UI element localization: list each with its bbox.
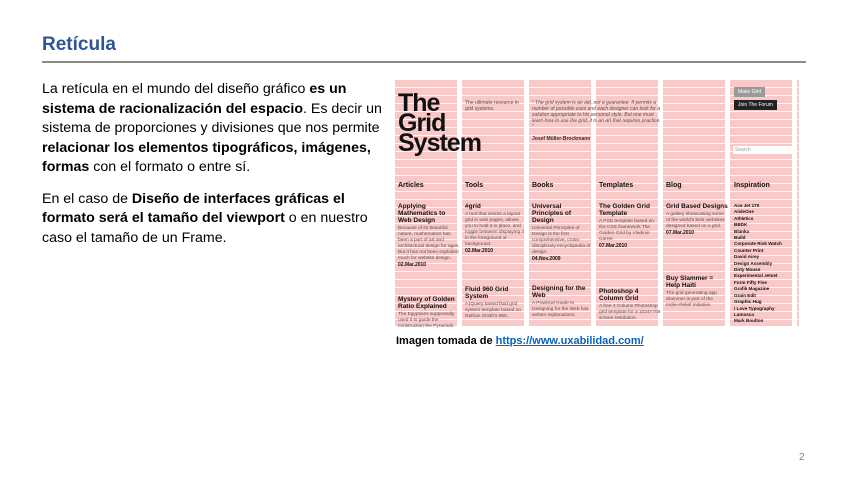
inspiration-item: Grain Edit <box>734 292 756 298</box>
article-description: The grid generating app Slammer is part of the Indie+Relief initiative. <box>666 291 717 308</box>
bold-run: Diseño de interfaces gráficas el formato será el tamaño del viewport <box>42 190 345 226</box>
article-title: Fluid 960 Grid System <box>465 286 509 300</box>
quote: " The grid system is an aid, not a guarantee. It permits a number of possible uses and each designer can look for a solution appropriate to his personal style. But one must learn how to use the grid; it is an art that requires practice. " <box>532 100 661 130</box>
page-number: 2 <box>799 452 805 463</box>
article-description: Universal Principles of Design is the first comprehensive, cross-disciplinary encyclopedia of design. <box>532 226 591 255</box>
inspiration-list <box>734 203 798 325</box>
article-title: Photoshop 4 Column Grid <box>599 288 639 302</box>
paragraph-definition <box>42 80 382 178</box>
bold-run: relacionar los elementos tipográficos, imágenes, formas <box>42 139 371 175</box>
article <box>532 285 594 319</box>
article <box>666 275 728 309</box>
article-date: 02.Mar.2010 <box>398 262 427 268</box>
text-run: . Es decir un sistema de proporciones y divisiones que nos permite <box>42 100 382 136</box>
inspiration-item: Experimental Jetset <box>734 273 778 279</box>
inspiration-item: Grafik Magazine <box>734 286 770 292</box>
article-date: 07.Mar.2010 <box>666 230 695 236</box>
paragraph-interfaces <box>42 190 382 249</box>
article-date: 04.Nov.2009 <box>532 256 561 262</box>
article <box>398 296 460 330</box>
image-caption <box>396 335 644 347</box>
article <box>465 286 527 320</box>
inspiration-item: Athletics <box>734 215 754 221</box>
logo-line: Grid <box>398 109 446 137</box>
text-run: En el caso de <box>42 190 132 207</box>
source-link[interactable]: https://www.uxabilidad.com/ <box>495 335 644 347</box>
caption-prefix: Imagen tomada de <box>396 335 496 347</box>
article-description: Because of its beautiful nature, mathematics has been a part of art and architectural design for ages. But it has not been exploited much for website design. <box>398 226 460 261</box>
article <box>599 288 661 322</box>
article-title: Grid Based Designs <box>666 203 728 210</box>
article-title: Designing for the Web <box>532 285 586 299</box>
article-description: A Practical Guide to Designing for the Web has written explanations. <box>532 301 589 318</box>
article-title: #grid <box>465 203 481 210</box>
inspiration-item: Graphic Hug <box>734 299 762 305</box>
article-title: The Golden Grid Template <box>599 203 650 217</box>
inspiration-item: David Airey <box>734 254 760 260</box>
inspiration-item: Dirty Mouse <box>734 267 761 273</box>
quote-author: Josef Müller-Brockmann <box>532 136 591 142</box>
article <box>599 203 661 249</box>
tagline: The ultimate resource in grid systems. <box>465 100 519 112</box>
article <box>532 203 594 262</box>
column-tools <box>465 182 527 322</box>
inspiration-item: Build <box>734 235 746 241</box>
article-description: A PSD template based on the CSS framework The Golden Grid by Vladimir Carrer. <box>599 219 654 242</box>
column-articles <box>398 182 460 332</box>
bold-run: es un sistema de racionalización del espacio <box>42 81 347 117</box>
text-run: o en nuestro caso el tamaño de un Frame. <box>42 210 368 246</box>
body-text <box>42 80 382 260</box>
inspiration-item: Ace Jet 170 <box>734 203 760 208</box>
text-run: con el formato o entre sí. <box>89 159 251 175</box>
article-description: A free 4 Column Photoshop grid template for a 1024×768 screen resolution. <box>599 304 661 321</box>
slide-title: Retícula <box>42 34 116 55</box>
column-books <box>532 182 594 321</box>
inspiration-item: AisleOne <box>734 209 754 215</box>
column-heading: Articles <box>398 182 424 189</box>
article-description: A gallery showcasing some of the world's best websites designed based on a grid. <box>666 212 725 229</box>
inspiration-item: Counter Print <box>734 247 764 253</box>
logo-line: The <box>398 89 440 117</box>
article-title: Buy Slammer = Help Haiti <box>666 275 714 289</box>
article <box>398 203 460 268</box>
inspiration-item: I Love Typography <box>734 305 775 311</box>
article-date: 02.Mar.2010 <box>465 248 494 254</box>
article <box>465 203 527 254</box>
make-grid-button: Make Grid <box>734 87 765 97</box>
column-templates <box>599 182 661 324</box>
inspiration-item: Mark Boulton <box>734 318 764 324</box>
title-divider <box>42 61 806 63</box>
article-title: Universal Principles of Design <box>532 203 572 224</box>
inspiration-item: Design Assembly <box>734 260 773 266</box>
column-blog <box>666 182 728 311</box>
grid-system-screenshot <box>395 80 799 329</box>
article-description: The Egyptians supposedly used it to guide the construction the Pyramids. <box>398 312 455 329</box>
article-title: Mystery of Golden Ratio Explained <box>398 296 455 310</box>
article <box>666 203 728 236</box>
inspiration-item: Form Fifty Five <box>734 279 767 285</box>
inspiration-item: BBDK <box>734 222 748 228</box>
column-heading: Books <box>532 182 554 189</box>
column-heading: Blog <box>666 182 682 189</box>
inspiration-heading: Inspiration <box>734 182 770 189</box>
search-input: Search <box>733 146 795 154</box>
text-run: La retícula en el mundo del diseño gráfico <box>42 81 310 97</box>
join-forum-button: Join The Forum <box>734 100 777 110</box>
column-heading: Tools <box>465 182 484 189</box>
inspiration-item: Blanka <box>734 228 750 234</box>
article-date: 07.Mar.2010 <box>599 243 628 249</box>
article-description: A tool that inserts a layout grid in web pages, allows you to hold it in place, and toggle between displaying it in the foreground or background. <box>465 212 524 247</box>
column-heading: Templates <box>599 182 634 189</box>
inspiration-item: Corporate Risk Watch <box>734 241 782 247</box>
article-title: Applying Mathematics to Web Design <box>398 203 446 224</box>
logo-line: System <box>398 129 481 157</box>
article-description: A jQuery based fluid grid system template based on Nathan Smith's 960. <box>465 302 521 319</box>
inspiration-item: Lamosca <box>734 311 754 317</box>
